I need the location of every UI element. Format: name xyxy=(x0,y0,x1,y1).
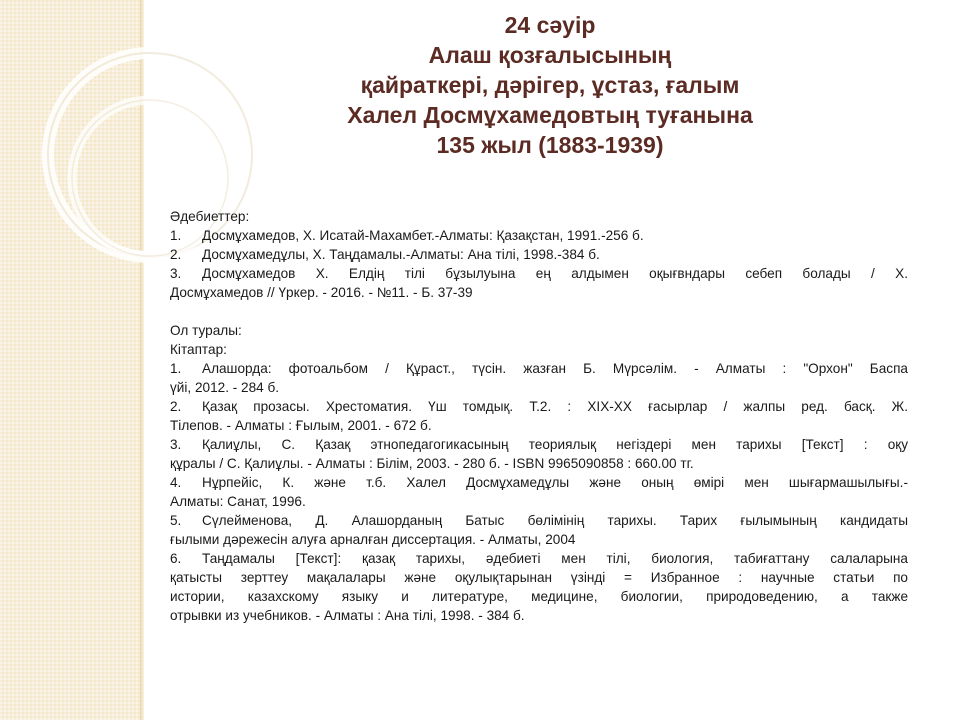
item-text: Досмұхамедов Х. Елдің тілі бұзылуына ең алдымен оқығвндары себеп болады / Х. xyxy=(202,266,908,281)
about-heading: Ол туралы: xyxy=(170,323,242,338)
item-number: 5. xyxy=(170,513,182,528)
title-anniversary: 135 жыл (1883-1939) xyxy=(436,132,664,158)
section-gap xyxy=(170,302,908,321)
about-item xyxy=(170,397,908,416)
literature-item xyxy=(170,245,908,264)
about-item xyxy=(170,473,908,492)
item-continuation: Тілепов. - Алматы : Ғылым, 2001. - 672 б. xyxy=(170,418,432,433)
books-subheading: Кітаптар: xyxy=(170,342,227,357)
item-text: Досмұхамедұлы, Х. Таңдамалы.-Алматы: Ана тілі, 1998.-384 б. xyxy=(202,247,600,262)
item-text: Алашорда: фотоальбом / Құраст., түсін. жазған Б. Мүрсәлім. - Алматы : "Орхон" Баспа xyxy=(202,361,908,376)
item-continuation: отрывки из учебников. - Алматы : Ана тілі, 1998. - 384 б. xyxy=(170,608,525,623)
title-roles: қайраткері, дәрігер, ұстаз, ғалым xyxy=(360,72,740,98)
item-text: Қалиұлы, С. Қазақ этнопедагогикасының теориялық негіздері мен тарихы [Текст] : оқу xyxy=(202,437,908,452)
literature-item xyxy=(170,264,908,283)
item-continuation: Досмұхамедов // Үркер. - 2016. - №11. - Б. 37-39 xyxy=(170,285,473,300)
item-text: Қазақ прозасы. Хрестоматия. Үш томдық. Т.2. : XIX-XX ғасырлар / жалпы ред. басқ. Ж. xyxy=(202,399,908,414)
item-number: 3. xyxy=(170,266,182,281)
item-text: Сүлейменова, Д. Алашорданың Батыс бөлімінің тарихы. Тарих ғылымының кандидаты xyxy=(202,513,908,528)
literature-item xyxy=(170,226,908,245)
item-text: Нұрпейіс, К. және т.б. Халел Досмұхамедұлы және оның өмірі мен шығармашылығы.- xyxy=(202,475,908,490)
item-number: 6. xyxy=(170,551,182,566)
item-number: 4. xyxy=(170,475,182,490)
title-movement: Алаш қозғалысының xyxy=(428,42,672,68)
item-text: Досмұхамедов, Х. Исатай-Махамбет.-Алматы: Қазақстан, 1991.-256 б. xyxy=(202,228,644,243)
literature-heading: Әдебиеттер: xyxy=(170,209,250,224)
item-continuation: ғылыми дәрежесін алуға арналған диссертация. - Алматы, 2004 xyxy=(170,532,576,547)
item-continuation: Алматы: Санат, 1996. xyxy=(170,494,306,509)
item-continuation: құралы / С. Қалиұлы. - Алматы : Білім, 2003. - 280 б. - ISBN 9965090858 : 660.00 тг. xyxy=(170,456,694,471)
item-continuation: истории, казахскому языку и литературе, медицине, биологии, природоведению, а также xyxy=(170,589,908,604)
item-number: 1. xyxy=(170,228,182,243)
item-number: 1. xyxy=(170,361,182,376)
item-continuation: қатысты зерттеу мақалалары және оқулықтарынан үзінді = Избранное : научные статьи по xyxy=(170,570,908,585)
title-date: 24 сәуір xyxy=(504,12,596,38)
item-number: 2. xyxy=(170,247,182,262)
about-item xyxy=(170,359,908,378)
about-item xyxy=(170,549,908,568)
bibliography xyxy=(170,207,908,625)
slide-title xyxy=(300,10,800,160)
title-person: Халел Досмұхамедовтың туғанына xyxy=(347,102,753,128)
item-number: 3. xyxy=(170,437,182,452)
item-number: 2. xyxy=(170,399,182,414)
about-item xyxy=(170,435,908,454)
about-item xyxy=(170,511,908,530)
item-text: Таңдамалы [Текст]: қазақ тарихы, әдебиеті мен тілі, биология, табиғаттану салаларына xyxy=(202,551,908,566)
item-continuation: үйі, 2012. - 284 б. xyxy=(170,380,280,395)
